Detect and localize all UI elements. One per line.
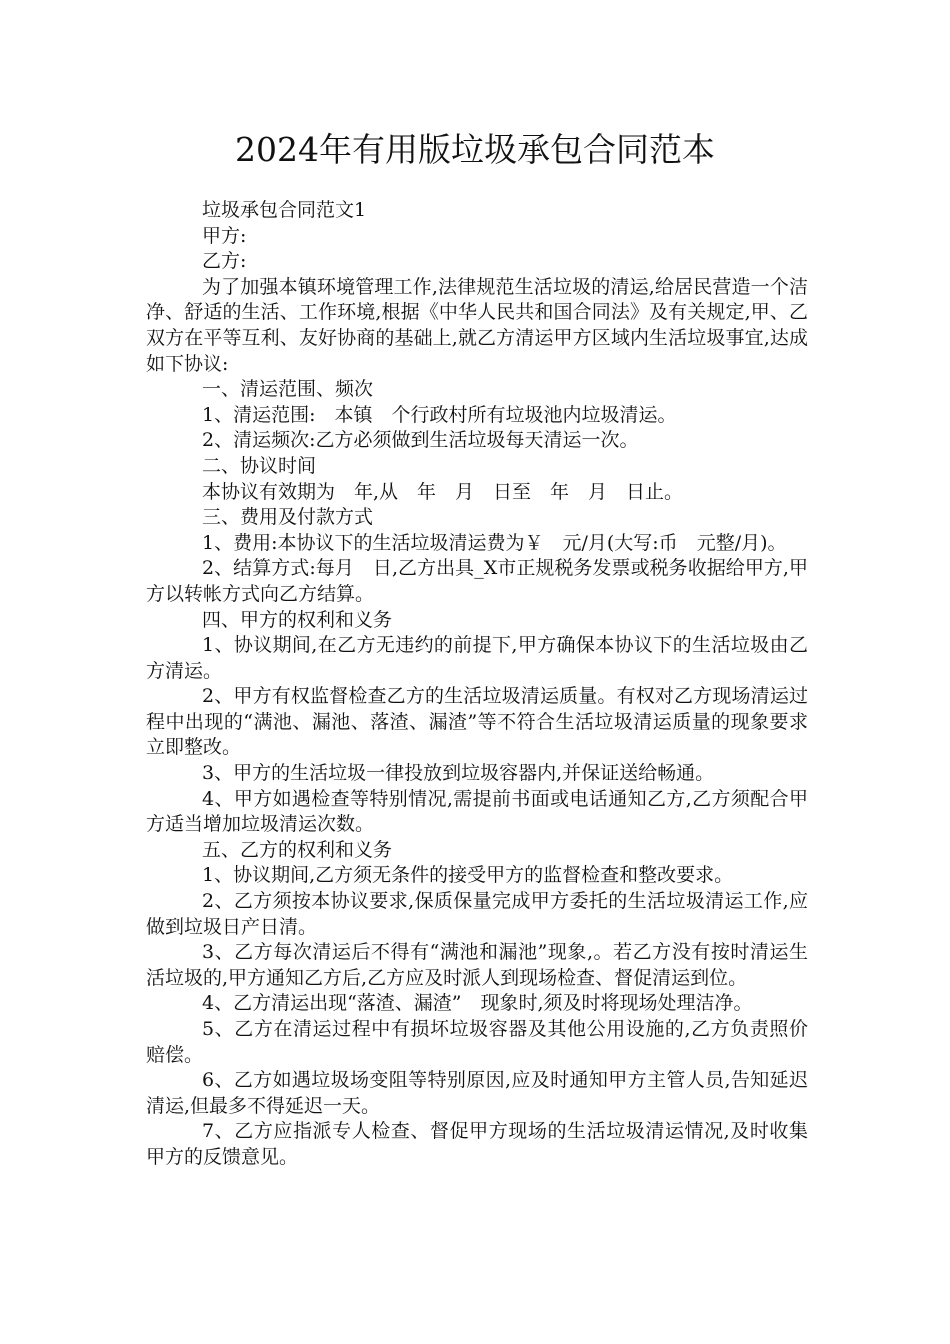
paragraph: 2、结算方式:每月 日,乙方出具_X市正规税务发票或税务收据给甲方,甲方以转帐方式向乙方结算。 [146, 557, 808, 605]
paragraph: 2、清运频次:乙方必须做到生活垃圾每天清运一次。 [202, 429, 639, 452]
document-body [146, 198, 808, 1171]
paragraph: 4、甲方如遇检查等特别情况,需提前书面或电话通知乙方,乙方须配合甲方适当增加垃圾清运次数。 [146, 787, 808, 836]
paragraph: 6、乙方如遇垃圾场变阻等特别原因,应及时通知甲方主管人员,告知延迟清运,但最多不得延迟一天。 [146, 1069, 808, 1117]
paragraph: 1、协议期间,在乙方无违约的前提下,甲方确保本协议下的生活垃圾由乙方清运。 [146, 634, 808, 682]
document-title: 2024年有用版垃圾承包合同范本 [235, 130, 715, 169]
paragraph: 五、乙方的权利和义务 [202, 838, 393, 861]
paragraph: 四、甲方的权利和义务 [202, 608, 393, 631]
paragraph: 4、乙方清运出现“落渣、漏渣” 现象时,须及时将现场处理洁净。 [202, 992, 753, 1015]
paragraph: 5、乙方在清运过程中有损坏垃圾容器及其他公用设施的,乙方负责照价赔偿。 [146, 1018, 808, 1066]
paragraph: 3、乙方每次清运后不得有“满池和漏池”现象,。若乙方没有按时清运生活垃圾的,甲方通知乙方后,乙方应及时派人到现场检查、督促清运到位。 [146, 941, 808, 989]
paragraph: 三、费用及付款方式 [202, 506, 374, 529]
paragraph: 乙方: [202, 250, 247, 273]
paragraph: 1、清运范围: 本镇 个行政村所有垃圾池内垃圾清运。 [202, 403, 677, 426]
paragraph: 一、清运范围、频次 [202, 378, 374, 401]
paragraph: 1、费用:本协议下的生活垃圾清运费为￥ 元/月(大写:币 元整/月)。 [202, 531, 787, 554]
paragraph: 甲方: [202, 224, 247, 247]
paragraph: 二、协议时间 [202, 454, 317, 477]
paragraph: 2、甲方有权监督检查乙方的生活垃圾清运质量。有权对乙方现场清运过程中出现的“满池、漏池、落渣、漏渣”等不符合生活垃圾清运质量的现象要求立即整改。 [146, 685, 808, 759]
paragraph: 1、协议期间,乙方须无条件的接受甲方的监督检查和整改要求。 [202, 864, 734, 887]
paragraph: 垃圾承包合同范文1 [202, 199, 367, 221]
paragraph: 3、甲方的生活垃圾一律投放到垃圾容器内,并保证送给畅通。 [202, 762, 715, 785]
paragraph: 7、乙方应指派专人检查、督促甲方现场的生活垃圾清运情况,及时收集甲方的反馈意见。 [146, 1120, 808, 1168]
paragraph: 为了加强本镇环境管理工作,法律规范生活垃圾的清运,给居民营造一个洁净、舒适的生活、工作环境,根据《中华人民共和国合同法》及有关规定,甲、乙双方在平等互利、友好协商的基础上,就乙方清运甲方区域内生活垃圾事宜,达成如下协议: [146, 275, 808, 375]
paragraph: 本协议有效期为 年,从 年 月 日至 年 月 日止。 [202, 480, 684, 503]
paragraph: 2、乙方须按本协议要求,保质保量完成甲方委托的生活垃圾清运工作,应做到垃圾日产日清。 [146, 890, 808, 938]
